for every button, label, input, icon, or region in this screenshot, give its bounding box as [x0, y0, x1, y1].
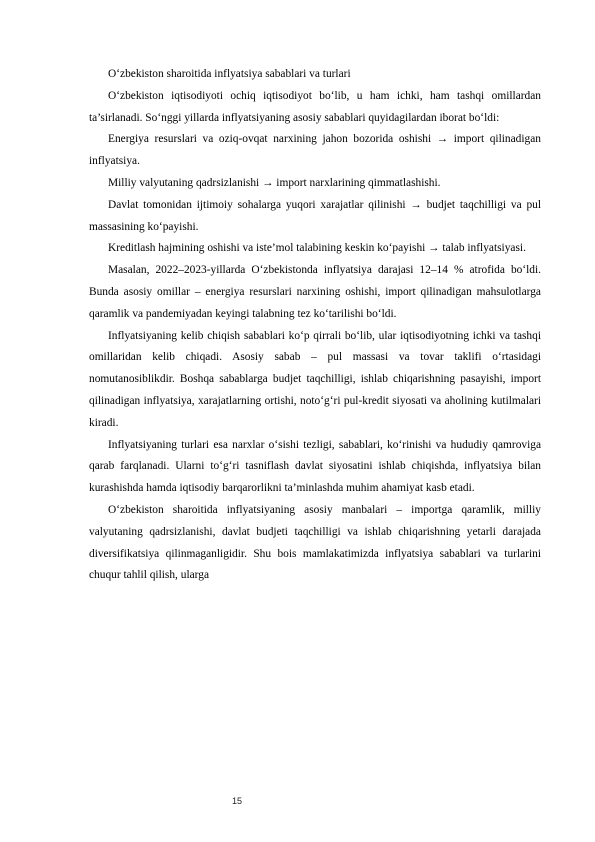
document-body: [89, 64, 541, 587]
paragraph-causes-summary: Inflyatsiyaning kelib chiqish sabablari ko‘p qirrali bo‘lib, ular iqtisodiyotning ichki va tashqi omillaridan kelib chiqadi. Asosiy sabab – pul massasi va tovar taklifi o‘rtasidagi nomutanosiblikdir. Boshqa sabablarga budjet taqchilligi, ishlab chiqarishning pasayishi, import qilinadigan inflyatsiya, xarajatlarning ortishi, noto‘g‘ri pul-kredit siyosati va aholining kutilmalari kiradi.: [89, 329, 541, 429]
paragraph-cause-budget: Davlat tomonidan ijtimoiy sohalarga yuqori xarajatlar qilinishi → budjet taqchilligi va pul massasining ko‘payishi.: [89, 198, 541, 233]
page-number: 15: [231, 796, 242, 806]
section-heading: O‘zbekiston sharoitida inflyatsiya sabablari va turlari: [108, 68, 351, 80]
paragraph-example: Masalan, 2022–2023-yillarda O‘zbekistonda inflyatsiya darajasi 12–14 % atrofida bo‘ldi. Bunda asosiy omillar – energiya resurslari narxining oshishi, import qilinadigan mahsulotlarga qaramlik va pandemiyadan keyingi talabning tez ko‘tarilishi bo‘ldi.: [89, 264, 541, 320]
paragraph-cause-currency: Milliy valyutaning qadrsizlanishi → import narxlarining qimmatlashishi.: [108, 176, 441, 189]
paragraph-intro: O‘zbekiston iqtisodiyoti ochiq iqtisodiyot bo‘lib, u ham ichki, ham tashqi omillardan ta’sirlanadi. So‘nggi yillarda inflyatsiyaning asosiy sabablari quyidagilardan iborat bo‘ldi:: [89, 89, 541, 124]
paragraph-cause-credit: Kreditlash hajmining oshishi va iste’mol talabining keskin ko‘payishi → talab inflyatsiyasi.: [108, 242, 526, 255]
paragraph-cause-energy: Energiya resurslari va oziq-ovqat narxining jahon bozorida oshishi → import qilinadigan inflyatsiya.: [89, 133, 541, 168]
paragraph-conclusion: O‘zbekiston sharoitida inflyatsiyaning asosiy manbalari – importga qaramlik, milliy valyutaning qadrsizlanishi, davlat budjeti taqchilligi va ishlab chiqarishning yetarli darajada diversifikatsiya qilinmaganligidir. Shu bois mamlakatimizda inflyatsiya sabablari va turlarini chuqur tahlil qilish, ularga: [89, 503, 541, 582]
paragraph-types: Inflyatsiyaning turlari esa narxlar o‘sishi tezligi, sabablari, ko‘rinishi va hududiy qamroviga qarab farqlanadi. Ularni to‘g‘ri tasniflash davlat siyosatini ishlab chiqishda, inflyatsiya bilan kurashishda hamda iqtisodiy barqarorlikni ta’minlashda muhim ahamiyat kasb etadi.: [89, 438, 541, 495]
